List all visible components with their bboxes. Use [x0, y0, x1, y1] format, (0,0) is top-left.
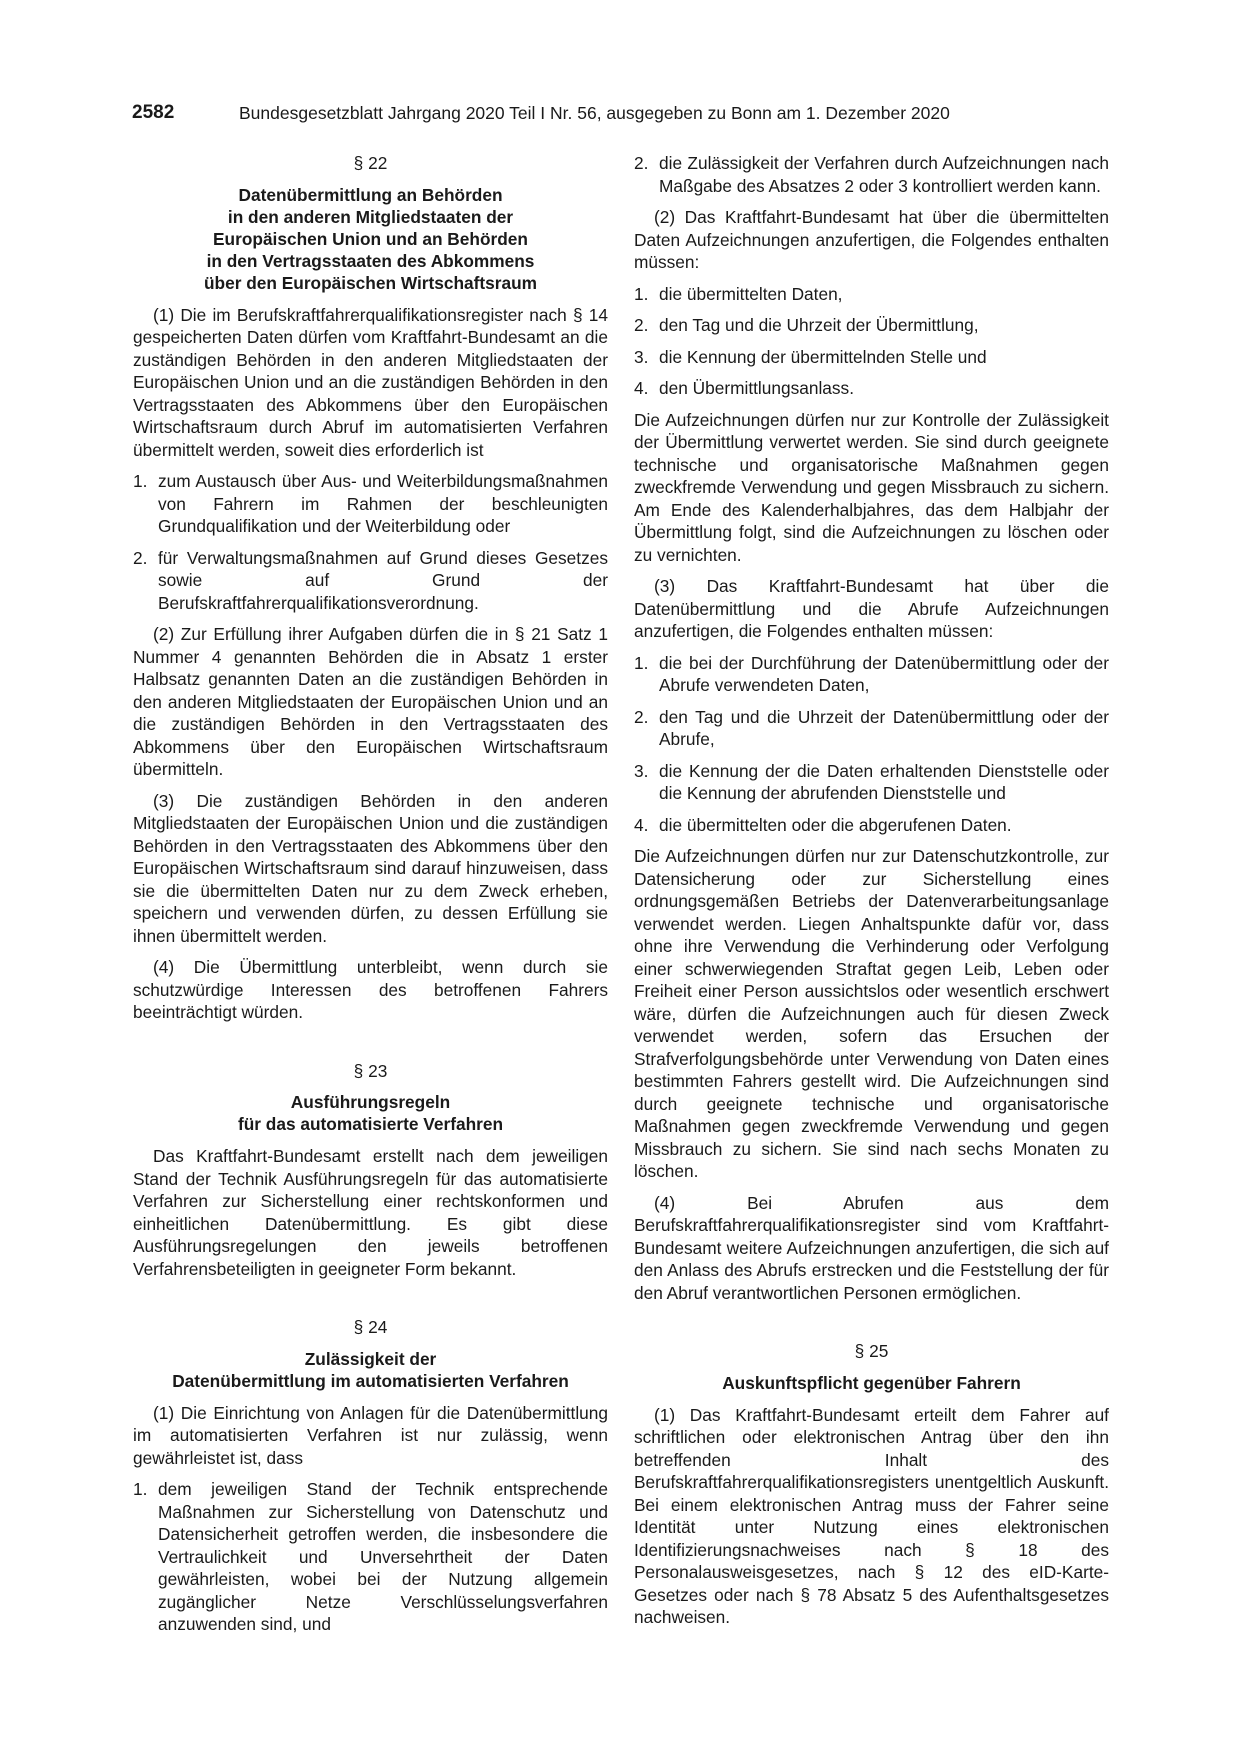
section-24-paragraph-3: (3) Das Kraftfahrt-Bundesamt hat über die Datenübermittlung und die Abrufe Aufzeichnungen anzufertigen, die Folgendes enthalten müssen: — [634, 576, 1109, 641]
list-item-text: dem jeweiligen Stand der Technik entsprechende Maßnahmen zur Sicherstellung von Datenschutz und Datensicherheit getroffen werden, die insbesondere die Vertraulichkeit und Unversehrtheit der Daten gewährleisten, wobei bei der Nutzung allgemein zugänglicher Netze Verschlüsselungsverfahren anzuwenden sind, und — [158, 1479, 608, 1634]
list-item-text: die übermittelten Daten, — [659, 283, 843, 304]
section-22-title-line: Europäischen Union und an Behörden — [213, 228, 528, 249]
section-22-paragraph-3: (3) Die zuständigen Behörden in den anderen Mitgliedstaaten der Europäischen Union und die zuständigen Behörden in den Vertragsstaaten des Abkommens über den Europäischen Wirtschaftsraum sind darauf hinzuweisen, dass sie die übermittelten Daten nur zu dem Zweck erheben, speichern und verwenden dürfen, zu dessen Erfüllung sie ihnen übermittelt werden. — [133, 790, 608, 946]
section-24-paragraph-1: (1) Die Einrichtung von Anlagen für die Datenübermittlung im automatisierten Verfahren ist nur zulässig, wenn gewährleistet ist, dass — [133, 1402, 608, 1468]
list-item-number: 1. — [634, 283, 649, 304]
list-item-text: die Kennung der die Daten erhaltenden Dienststelle oder die Kennung der abrufenden Dienststelle und — [659, 760, 1109, 803]
list-item-text: die übermittelten oder die abgerufenen Daten. — [659, 814, 1012, 835]
section-22-paragraph-2: (2) Zur Erfüllung ihrer Aufgaben dürfen die in § 21 Satz 1 Nummer 4 genannten Behörden die in Absatz 1 erster Halbsatz genannten Daten an die zuständigen Behörden in den anderen Mitgliedstaaten der Europäischen Union und an die zuständigen Behörden in den Vertragsstaaten des Abkommens über den Europäischen Wirtschaftsraum übermitteln. — [133, 624, 608, 779]
list-item — [634, 760, 1109, 805]
section-22-paragraph-1: (1) Die im Berufskraftfahrerqualifikationsregister nach § 14 gespeicherten Daten dürfen vom Kraftfahrt-Bundesamt an die zuständigen Behörden in den anderen Mitgliedstaaten der Europäischen Union und an die zuständigen Behörden in den Vertragsstaaten des Abkommens über den Europäischen Wirtschaftsraum durch Abruf im automatisierten Verfahren übermittelt werden, soweit dies erforderlich ist — [133, 304, 608, 460]
list-item — [634, 314, 1109, 337]
section-24-title-line: Zulässigkeit der — [304, 1348, 437, 1369]
section-23-number: § 23 — [353, 1060, 388, 1081]
running-head: Bundesgesetzblatt Jahrgang 2020 Teil I Nr. 56, ausgegeben zu Bonn am 1. Dezember 2020 — [239, 103, 950, 123]
list-item-number: 1. — [634, 652, 649, 673]
list-item — [634, 152, 1109, 197]
section-22-title-line: in den anderen Mitgliedstaaten der — [227, 206, 514, 227]
section-24-paragraph-4: (4) Bei Abrufen aus dem Berufskraftfahrerqualifikationsregister sind vom Kraftfahrt-Bundesamt weitere Aufzeichnungen anzufertigen, die sich auf den Anlass des Abrufs erstrecken und die Feststellung der für den Abruf verantwortlichen Personen ermöglichen. — [634, 1192, 1109, 1303]
list-item — [634, 377, 1109, 400]
page-number: 2582 — [132, 102, 175, 123]
section-24-number: § 24 — [353, 1317, 388, 1337]
section-25-title-line: Auskunftspflicht gegenüber Fahrern — [722, 1372, 1021, 1393]
section-23-paragraph-1: Das Kraftfahrt-Bundesamt erstellt nach dem jeweiligen Stand der Technik Ausführungsregeln für das automatisierte Verfahren zur Sicherstellung einer rechtskonformen und einheitlichen Datenübermittlung. Es gibt diese Ausführungsregelungen den jeweils betroffenen Verfahrensbeteiligten in geeigneter Form bekannt. — [133, 1146, 608, 1279]
list-item-number: 1. — [133, 1479, 148, 1499]
section-24-title-line: Datenübermittlung im automatisierten Verfahren — [172, 1370, 569, 1391]
section-22-number: § 22 — [353, 153, 388, 173]
list-item — [133, 547, 608, 615]
list-item-text: die Kennung der übermittelnden Stelle und — [659, 346, 987, 367]
section-24-paragraph-2: (2) Das Kraftfahrt-Bundesamt hat über die übermittelten Daten Aufzeichnungen anzufertigen, die Folgendes enthalten müssen: — [634, 207, 1109, 272]
section-23-title-line: Ausführungsregeln — [290, 1092, 451, 1112]
list-item-text: zum Austausch über Aus- und Weiterbildungsmaßnahmen von Fahrern im Rahmen der beschleunigten Grundqualifikation und der Weiterbildung oder — [158, 471, 608, 536]
section-22-paragraph-4: (4) Die Übermittlung unterbleibt, wenn durch sie schutzwürdige Interessen des betroffenen Fahrers beeinträchtigt würden. — [133, 957, 608, 1022]
section-22-title-line: Datenübermittlung an Behörden — [238, 184, 503, 205]
list-item — [133, 1478, 608, 1636]
section-23-title-line: für das automatisierte Verfahren — [237, 1114, 504, 1134]
section-25-title — [634, 1372, 1109, 1394]
section-25-number: § 25 — [854, 1341, 889, 1361]
list-item — [634, 814, 1109, 837]
list-item-number: 3. — [634, 346, 649, 367]
list-item-text: die Zulässigkeit der Verfahren durch Aufzeichnungen nach Maßgabe des Absatzes 2 oder 3 kontrolliert werden kann. — [659, 153, 1109, 196]
list-item — [634, 346, 1109, 369]
section-22-title-line: in den Vertragsstaaten des Abkommens — [206, 250, 535, 271]
section-24-paragraph-2b: Die Aufzeichnungen dürfen nur zur Kontrolle der Zulässigkeit der Übermittlung verwertet werden. Sie sind durch geeignete technische und organisatorische Maßnahmen gegen zweckfremde Verwendung und gegen Missbrauch zu sichern. Am Ende des Kalenderhalbjahres, das dem Halbjahr der Übermittlung folgt, sind die Aufzeichnungen zu löschen oder zu vernichten. — [634, 409, 1109, 565]
list-item-number: 2. — [634, 153, 649, 173]
list-item-number: 2. — [133, 547, 148, 568]
list-item-number: 4. — [634, 814, 649, 835]
list-item-number: 1. — [133, 471, 148, 491]
list-item — [133, 470, 608, 538]
left-column — [133, 152, 608, 1645]
section-22-title-line: über den Europäischen Wirtschaftsraum — [203, 272, 538, 293]
page-header — [132, 100, 1112, 130]
list-item — [634, 652, 1109, 697]
section-22-title — [133, 184, 608, 294]
list-item-number: 3. — [634, 760, 649, 781]
list-item — [634, 706, 1109, 751]
section-25-paragraph-1: (1) Das Kraftfahrt-Bundesamt erteilt dem Fahrer auf schriftlichen oder elektronischen Antrag über den ihn betreffenden Inhalt des Berufskraftfahrerqualifikationsregisters unentgeltlich Auskunft. Bei einem elektronischen Antrag muss der Fahrer seine Identität unter Nutzung eines elektronischen Identifizierungsnachweises nach § 18 des Personalausweisgesetzes, nach § 12 des eID-Karte-Gesetzes oder nach § 78 Absatz 5 des Aufenthaltsgesetzes nachweisen. — [634, 1404, 1109, 1627]
list-item-text: den Tag und die Uhrzeit der Übermittlung, — [659, 315, 979, 335]
list-item-text: den Tag und die Uhrzeit der Datenübermittlung oder der Abrufe, — [659, 706, 1109, 749]
section-24-title — [133, 1348, 608, 1392]
right-column — [634, 152, 1109, 1638]
section-24-paragraph-3b: Die Aufzeichnungen dürfen nur zur Datenschutzkontrolle, zur Datensicherung oder zur Sicherstellung eines ordnungsgemäßen Betriebs der Datenverarbeitungsanlage verwendet werden. Liegen Anhaltspunkte dafür vor, dass ohne ihre Verwendung die Verhinderung oder Verfolgung einer schwerwiegenden Straftat gegen Leib, Leben oder Freiheit einer Person aussichtslos oder wesentlich erschwert wäre, dürfen die Aufzeichnungen auch für diesen Zweck verwendet werden, sofern das Ersuchen der Strafverfolgungsbehörde unter Verwendung von Daten eines bestimmten Fahrers gestellt wird. Die Aufzeichnungen sind durch geeignete technische und organisatorische Maßnahmen gegen zweckfremde Verwendung und gegen Missbrauch zu sichern. Sie sind nach sechs Monaten zu löschen. — [634, 846, 1109, 1181]
list-item-text: für Verwaltungsmaßnahmen auf Grund dieses Gesetzes sowie auf Grund der Berufskraftfahrerqualifikationsverordnung. — [158, 547, 608, 613]
list-item — [634, 283, 1109, 306]
list-item-text: den Übermittlungsanlass. — [659, 378, 854, 398]
section-23-title — [133, 1091, 608, 1135]
list-item-number: 4. — [634, 378, 649, 398]
list-item-number: 2. — [634, 315, 649, 335]
list-item-text: die bei der Durchführung der Datenübermittlung oder der Abrufe verwendeten Daten, — [659, 652, 1109, 695]
list-item-number: 2. — [634, 706, 649, 727]
